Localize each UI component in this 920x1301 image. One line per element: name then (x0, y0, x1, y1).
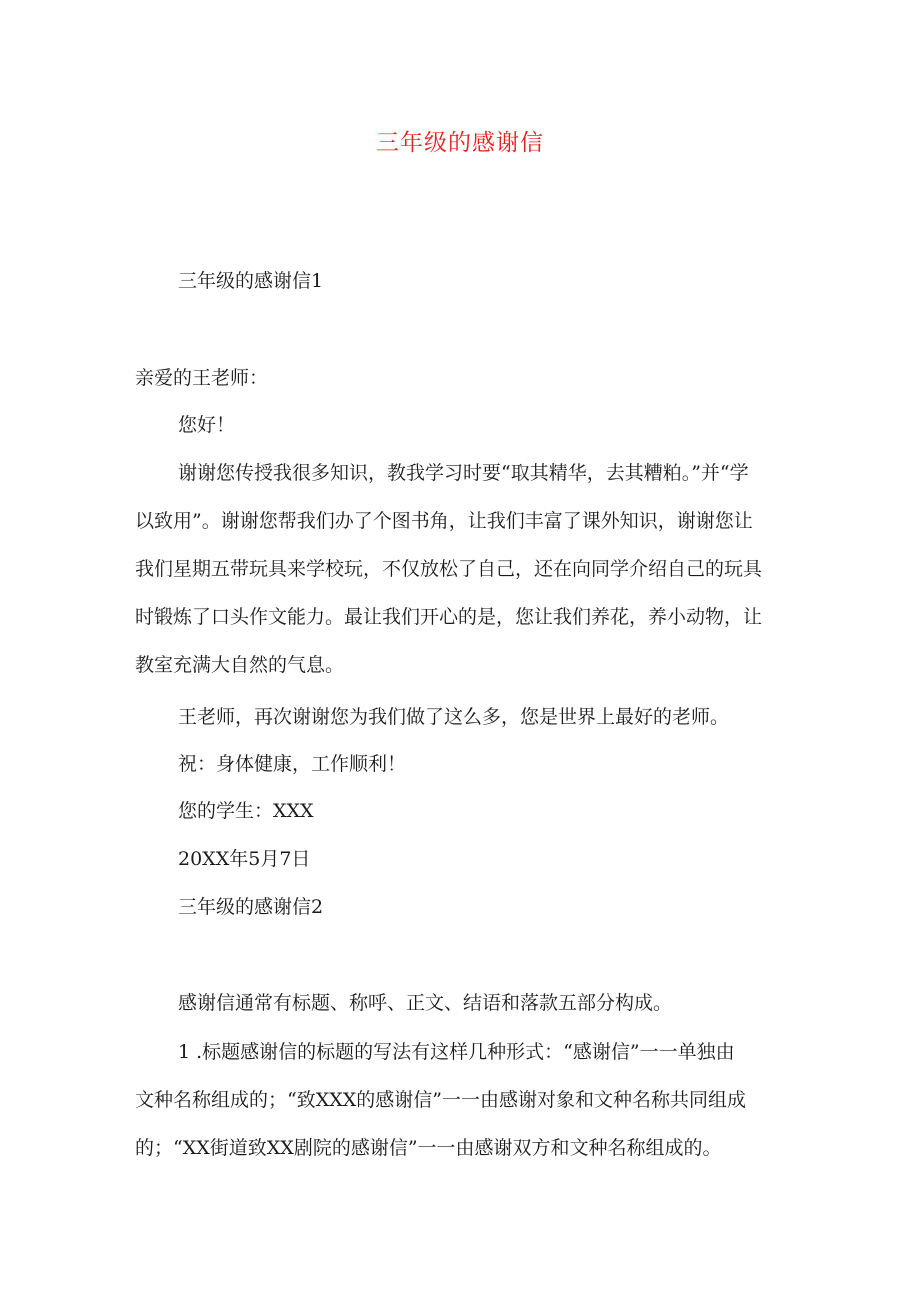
body-line: 时锻炼了口头作文能力。最让我们开心的是，您让我们养花，养小动物，让 (135, 606, 763, 628)
body-line: 教室充满大自然的气息。 (135, 654, 345, 676)
letter2-heading: 三年级的感谢信2 (178, 896, 324, 918)
date: 20XX年5月7日 (178, 848, 311, 870)
greeting: 您好！ (178, 414, 236, 436)
wish-line: 祝：身体健康，工作顺利！ (178, 753, 407, 775)
document-title: 三年级的感谢信 (376, 130, 544, 156)
letter2-intro: 感谢信通常有标题、称呼、正文、结语和落款五部分构成。 (178, 992, 673, 1014)
body-line: 我们星期五带玩具来学校玩，不仅放松了自己，还在向同学介绍自己的玩具 (135, 558, 763, 580)
closing-paragraph: 王老师，再次谢谢您为我们做了这么多，您是世界上最好的老师。 (178, 706, 730, 728)
body-line: 谢谢您传授我很多知识，教我学习时要“取其精华，去其糟粕。”并“学 (178, 462, 749, 484)
point1-line: 文种名称组成的；“致XXX的感谢信”一一由感谢对象和文种名称共同组成 (135, 1089, 747, 1111)
salutation: 亲爱的王老师： (135, 367, 269, 389)
point1-line: 的；“XX街道致XX剧院的感谢信”一一由感谢双方和文种名称组成的。 (135, 1137, 722, 1159)
signature: 您的学生：XXX (178, 800, 314, 822)
letter1-heading: 三年级的感谢信1 (178, 270, 324, 292)
point1-line: 1 .标题感谢信的标题的写法有这样几种形式：“感谢信”一一单独由 (178, 1041, 735, 1063)
body-line: 以致用”。谢谢您帮我们办了个图书角，让我们丰富了课外知识，谢谢您让 (135, 510, 753, 532)
